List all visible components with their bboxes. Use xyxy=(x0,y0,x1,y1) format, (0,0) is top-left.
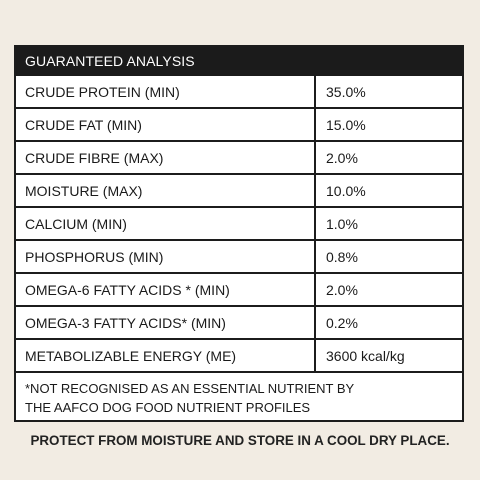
nutrient-value: 0.8% xyxy=(326,248,358,265)
nutrient-value: 15.0% xyxy=(326,116,366,133)
nutrient-name: CALCIUM (MIN) xyxy=(16,208,316,239)
nutrient-name: CRUDE FAT (MIN) xyxy=(16,109,316,140)
nutrient-name: METABOLIZABLE ENERGY (ME) xyxy=(16,340,316,371)
nutrient-name: OMEGA-6 FATTY ACIDS * (MIN) xyxy=(16,274,316,305)
storage-instruction: PROTECT FROM MOISTURE AND STORE IN A COOL DRY PLACE. xyxy=(30,433,450,448)
footnote-line: *NOT RECOGNISED AS AN ESSENTIAL NUTRIENT BY xyxy=(25,381,355,396)
guaranteed-analysis-panel xyxy=(14,45,464,422)
nutrient-value: 2.0% xyxy=(326,149,358,166)
table-row xyxy=(16,76,462,107)
table-row xyxy=(16,140,462,173)
nutrient-value: 3600 kcal/kg xyxy=(326,347,405,364)
table-row xyxy=(16,239,462,272)
nutrient-name: MOISTURE (MAX) xyxy=(16,175,316,206)
nutrient-value: 35.0% xyxy=(326,83,366,100)
panel-title: GUARANTEED ANALYSIS xyxy=(16,47,462,76)
table-row xyxy=(16,272,462,305)
table-row xyxy=(16,206,462,239)
nutrient-value: 10.0% xyxy=(326,182,366,199)
table-row xyxy=(16,305,462,338)
nutrient-value: 1.0% xyxy=(326,215,358,232)
footnote xyxy=(16,371,462,425)
nutrient-value: 2.0% xyxy=(326,281,358,298)
table-row xyxy=(16,338,462,371)
table-row xyxy=(16,173,462,206)
table-row xyxy=(16,107,462,140)
footnote-line: THE AAFCO DOG FOOD NUTRIENT PROFILES xyxy=(25,400,311,415)
nutrient-name: OMEGA-3 FATTY ACIDS* (MIN) xyxy=(16,307,316,338)
nutrient-value: 0.2% xyxy=(326,314,358,331)
analysis-table xyxy=(16,76,462,371)
nutrient-name: CRUDE FIBRE (MAX) xyxy=(16,142,316,173)
nutrient-name: CRUDE PROTEIN (MIN) xyxy=(16,76,316,107)
nutrient-name: PHOSPHORUS (MIN) xyxy=(16,241,316,272)
